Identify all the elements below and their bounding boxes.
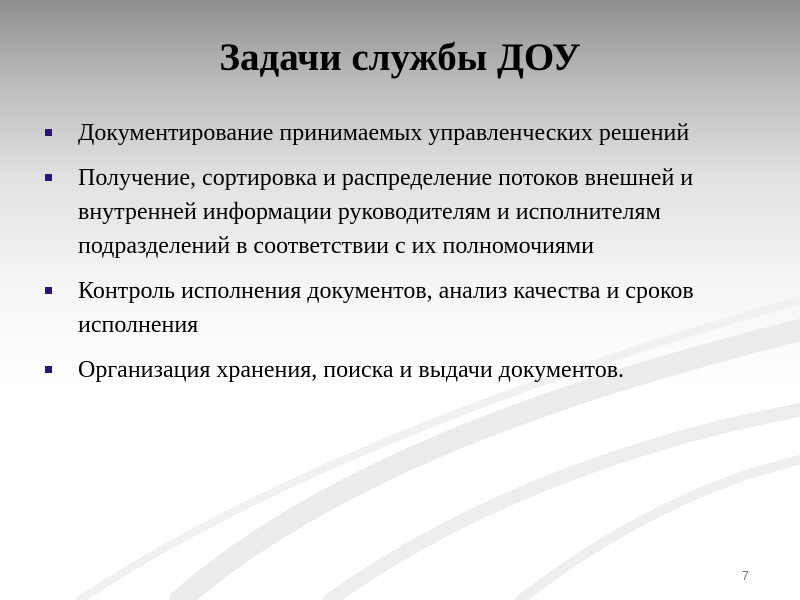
bullet-item [40, 116, 740, 150]
slide-number: 7 [741, 568, 749, 583]
bullet-list [40, 116, 740, 398]
bullet-item [40, 353, 740, 387]
bullet-square-icon [45, 129, 52, 136]
bullet-item [40, 274, 740, 342]
bullet-square-icon [45, 366, 52, 373]
bullet-square-icon [45, 174, 52, 181]
bullet-item [40, 161, 740, 263]
slide-title: Задачи службы ДОУ [219, 36, 581, 79]
bullet-square-icon [45, 287, 52, 294]
bullet-text: Получение, сортировка и распределение потоков внешней и внутренней информации руководителям и исполнителям подразделений в соответствии с их полномочиями [78, 165, 694, 259]
bullet-text: Организация хранения, поиска и выдачи документов. [78, 357, 625, 383]
bullet-text: Документирование принимаемых управленческих решений [78, 120, 690, 146]
bullet-text: Контроль исполнения документов, анализ качества и сроков исполнения [78, 278, 694, 338]
